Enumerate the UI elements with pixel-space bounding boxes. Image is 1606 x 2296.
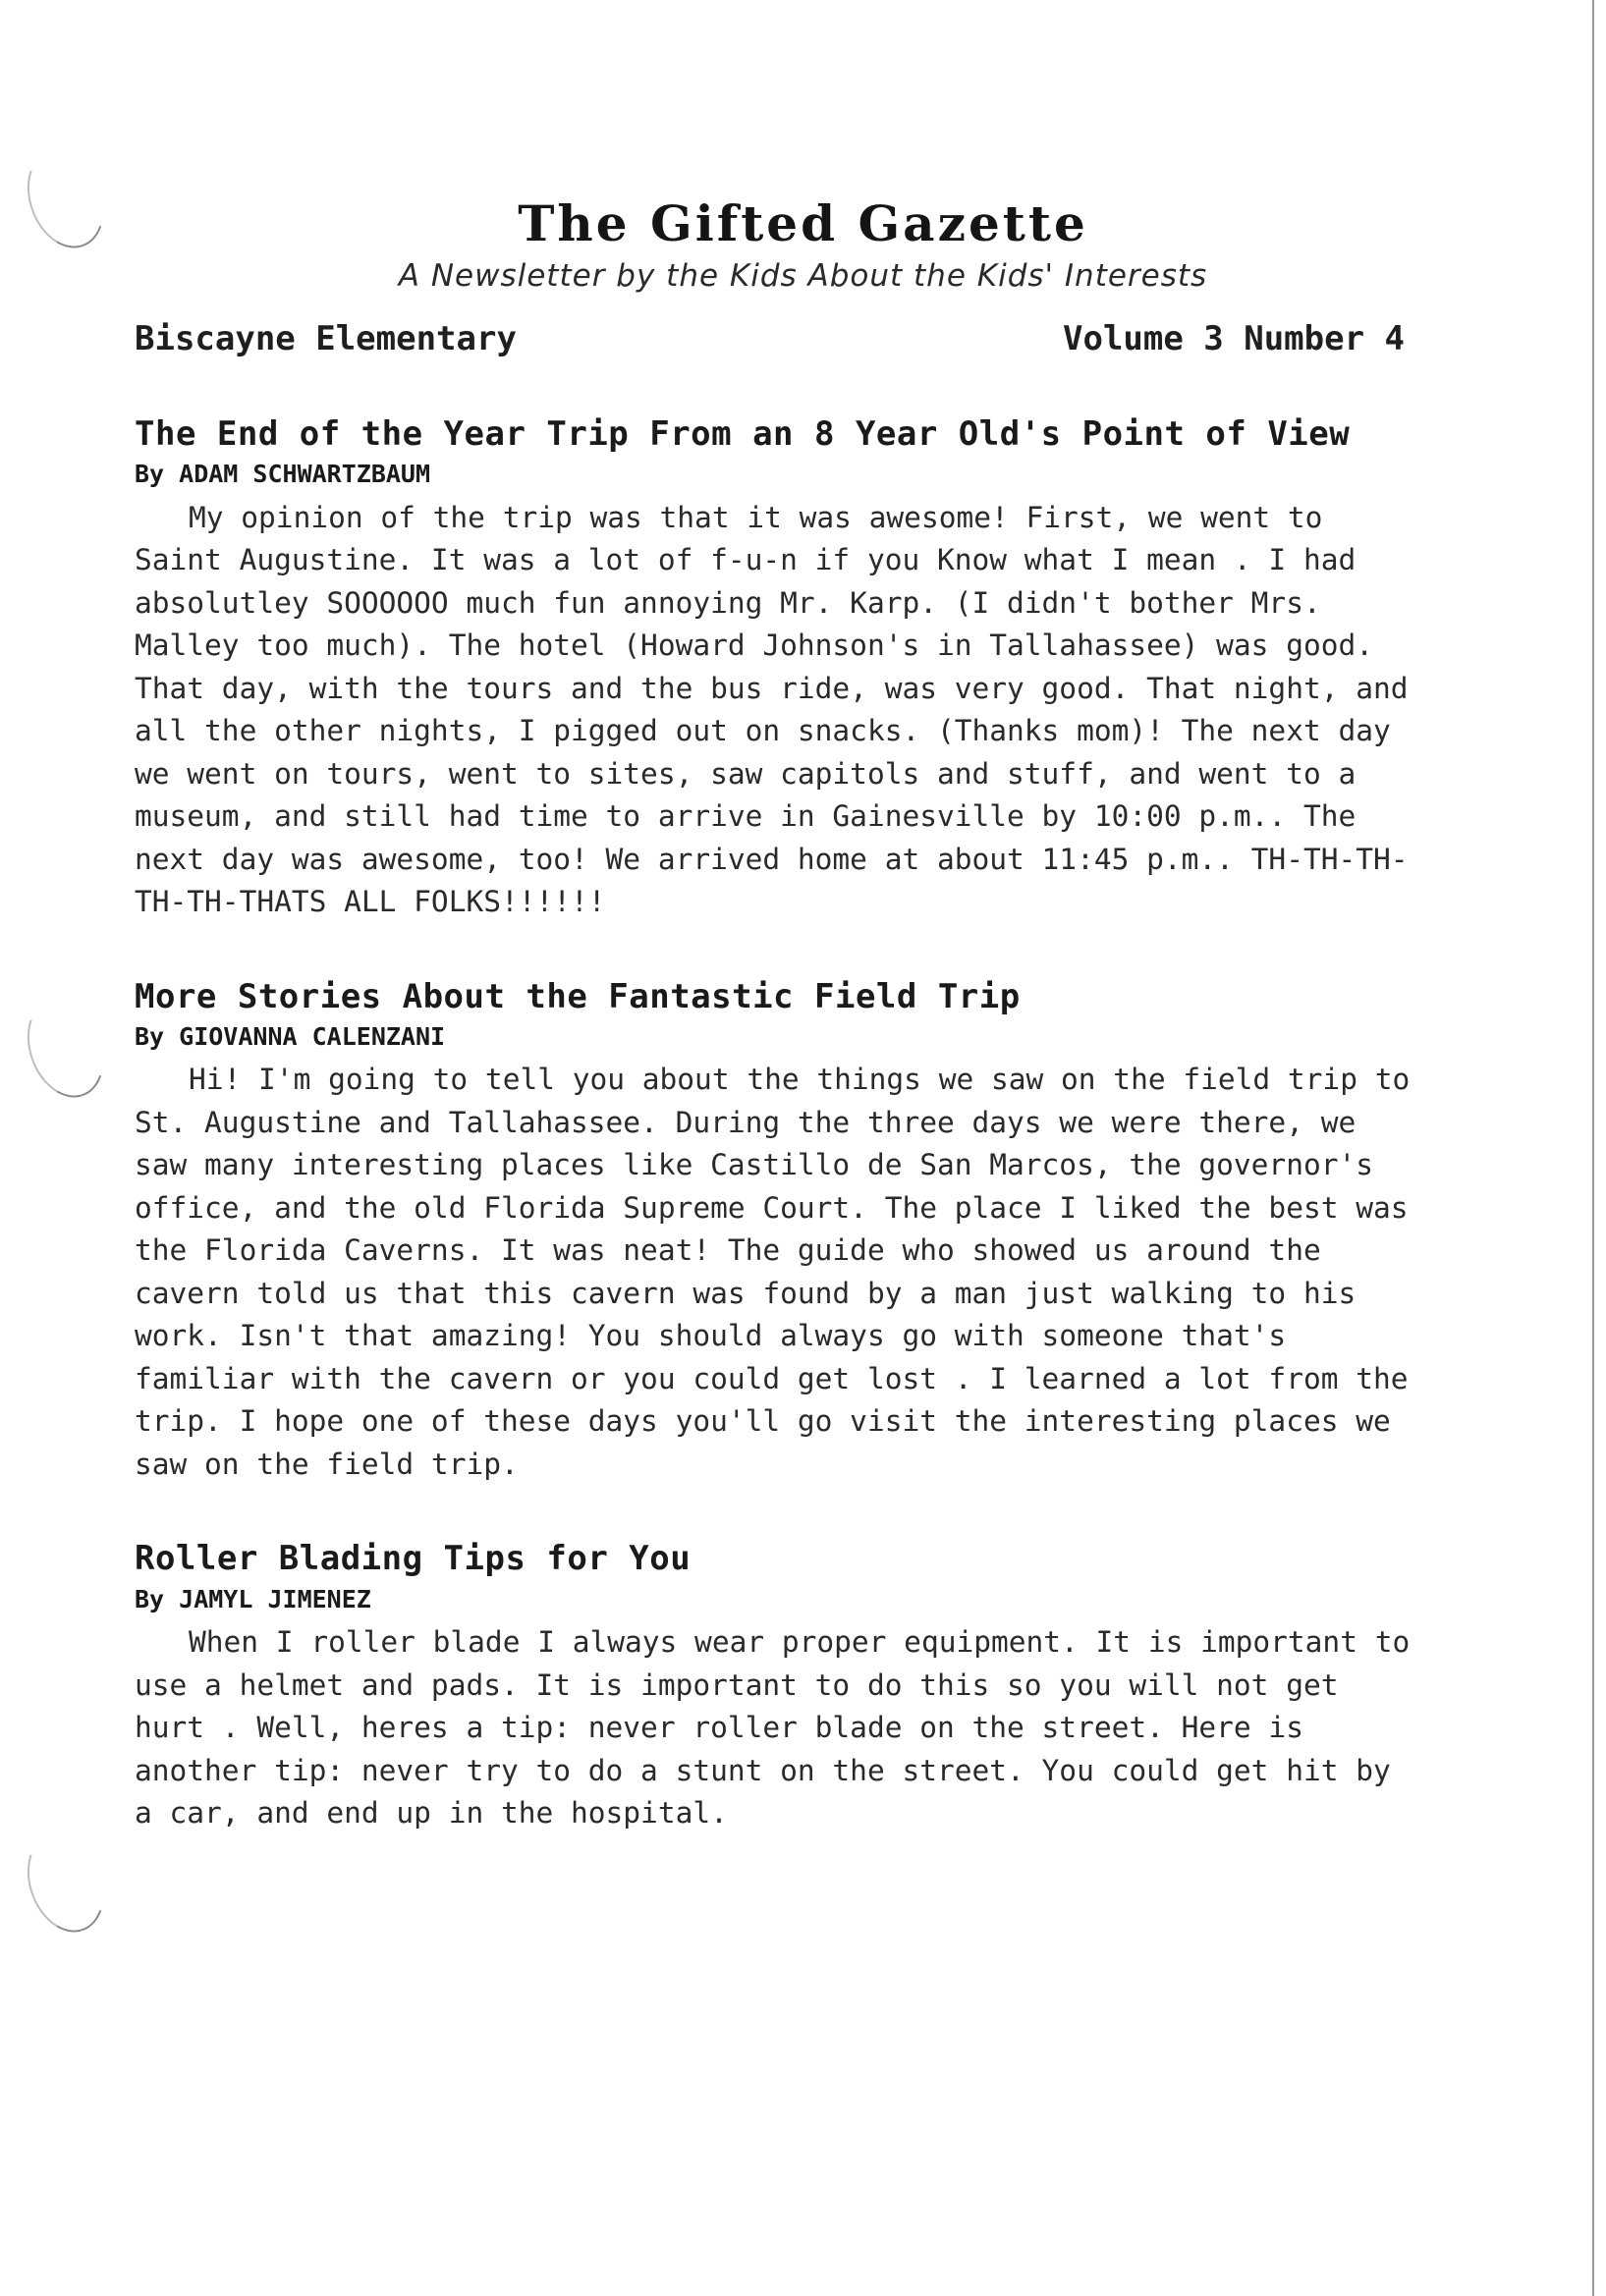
article-headline: More Stories About the Fantastic Field Trip xyxy=(135,976,1021,1016)
masthead xyxy=(0,196,1606,294)
article-byline: By ADAM SCHWARTZBAUM xyxy=(135,460,431,489)
page-edge xyxy=(1592,0,1594,2296)
article-byline: By JAMYL JIMENEZ xyxy=(135,1584,371,1613)
article-fantastic-field-trip xyxy=(135,975,1412,1487)
article-body: When I roller blade I always wear proper equipment. It is important to use a helmet and pads. It is important to do this so you will not get hurt . Well, heres a tip: never roller blade on the street. Here is another tip: never try to do a stunt on the street. You could get hit by a car, and end up in the hospital. xyxy=(135,1625,1411,1831)
article-body: Hi! I'm going to tell you about the things we saw on the field trip to St. Augustine and Tallahassee. During the three days we were there, we saw many interesting places like Castillo de San Marcos, the governor's office, and the old Florida Supreme Court. The place I liked the best was the Florida Caverns. It was neat! The guide who showed us around the cavern told us that this cavern was found by a man just walking to his work. Isn't that amazing! You should always go with someone that's familiar with the cavern or you could get lost . I learned a lot from the trip. I hope one of these days you'll go visit the interesting places we saw on the field trip. xyxy=(135,1063,1411,1481)
article-headline: Roller Blading Tips for You xyxy=(135,1539,692,1579)
articles-column xyxy=(135,412,1412,1886)
article-trip-8-year-old xyxy=(135,412,1412,924)
newsletter-title: The Gifted Gazette xyxy=(518,194,1088,252)
issue-number: Volume 3 Number 4 xyxy=(1063,319,1405,358)
article-headline: The End of the Year Trip From an 8 Year Old's Point of View xyxy=(135,414,1351,454)
punch-hole-middle xyxy=(14,987,117,1108)
article-body: My opinion of the trip was that it was awesome! First, we went to Saint Augustine. It was a lot of f-u-n if you Know what I mean . I had absolutley SOOOOOO much fun annoying Mr. Karp. (I didn't bother Mrs. Malley too much). The hotel (Howard Johnson's in Tallahassee) was good. That day, with the tours and the bus ride, was very good. That night, and all the other nights, I pigged out on snacks. (Thanks mom)! The next day we went on tours, went to sites, saw capitols and stuff, and went to a museum, and still had time to arrive in Gainesville by 10:00 p.m.. The next day was awesome, too! We arrived home at about 11:45 p.m.. TH-TH-TH-TH-TH-THATS ALL FOLKS!!!!!! xyxy=(135,500,1409,919)
article-byline: By GIOVANNA CALENZANI xyxy=(135,1021,446,1051)
issue-info-line xyxy=(135,319,1405,358)
school-name: Biscayne Elementary xyxy=(135,319,517,358)
newsletter-subtitle: A Newsletter by the Kids About the Kids' Interests xyxy=(398,258,1208,294)
punch-hole-bottom xyxy=(14,1822,117,1942)
article-roller-blading-tips xyxy=(135,1537,1412,1834)
